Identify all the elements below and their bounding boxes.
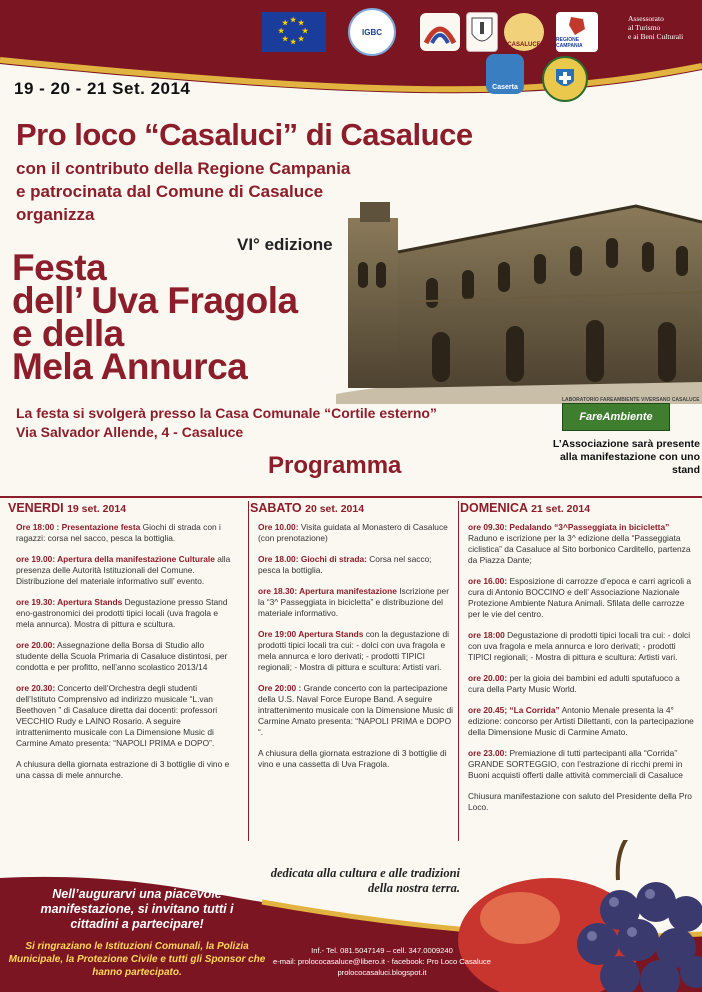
event-description: Raduno e iscrizione per la 3^ edizione della “Passeggiata ciclistica” da Casaluce al Sito borbonico Carditello, partenza da Piazza Dante; (468, 533, 691, 565)
event-item (16, 554, 238, 587)
igbc-logo-icon: IGBC (348, 8, 396, 56)
event-item (258, 586, 454, 619)
event-item (258, 683, 454, 738)
event-time: ore 19.00: Apertura della manifestazione Culturale (16, 554, 215, 564)
festa-line: dell’ Uva Fragola (12, 280, 298, 321)
event-description: Premiazione di tutti partecipanti alla “Corrida” GRANDE SORTEGGIO, con l’estrazione di ricchi premi in Buoni acquisti offerti dalle attività commerciali di Casaluce (468, 748, 683, 780)
event-item (258, 629, 454, 673)
event-item (16, 683, 238, 749)
column-divider (458, 501, 459, 841)
event-description: Assegnazione della Borsa di Studio allo studente della Scuola Primaria di Casaluce distintosi, per condotta e per profitto, nell’anno scolastico 2013/14 (16, 640, 228, 672)
email-info: e-mail: prolococasaluce@libero.it - facebook: Pro Loco Casaluce (273, 957, 491, 966)
caserta-logo-icon: Caserta (486, 54, 524, 94)
event-time: Ore 20:00 : (258, 683, 302, 693)
assessorato-line: al Turismo (628, 23, 661, 32)
event-time: ore 18:00 (468, 630, 505, 640)
contributo-line: con il contributo della Regione Campania (16, 159, 351, 178)
event-description: A chiusura della giornata estrazione di 3 bottiglie di vino e una cassetta di Uva Fragola. (258, 748, 447, 769)
event-description: Grande concerto con la partecipazione della U.S. Naval Force Europe Band. A seguire intrattenimento musicale con la Dimensione Music di Carmine Amato presenta: “NAPOLI PRIMA e DOPO “. (258, 683, 454, 737)
event-item (258, 748, 454, 770)
crest-logo-icon (542, 56, 588, 102)
assessorato-line: e ai Beni Culturali (628, 32, 684, 41)
programma-divider (0, 496, 702, 498)
event-time: ore 20.45; “La Corrida” (468, 705, 560, 715)
association-line: alla manifestazione con uno stand (559, 451, 700, 476)
event-description: con la degustazione di prodotti tipici locali tra cui: - dolci con uva fragola e mela annurca e loro derivati; - prodotti TIPICI regionali; - Mostra di pittura e scultura: Artisti vari. (258, 629, 450, 672)
assessorato-text (628, 14, 700, 41)
contacts (262, 945, 502, 978)
day-heading: DOMENICA 21 set. 2014 (460, 501, 591, 515)
event-time: ore 19.30: Apertura Stands (16, 597, 123, 607)
event-time: ore 20.00: (468, 673, 508, 683)
event-description: Visita guidata al Monastero di Casaluce (con prenotazione) (258, 522, 448, 543)
organizza-line: organizza (16, 205, 95, 224)
venue-line: La festa si svolgerà presso la Casa Comunale “Cortile esterno” (16, 405, 437, 421)
day-events (468, 522, 694, 813)
festa-line: Mela Annurca (12, 346, 248, 387)
casaluce-logo-icon: CASALUCE (504, 13, 544, 51)
shield-icon (470, 16, 494, 48)
event-description: Concerto dell’Orchestra degli studenti dell’Istituto Comprensivo ad indirizzo musicale “L.van Beethoven ” di Casaluce diretta dai docenti: professori VECCHIO Rudy e LAINO Rosario. A seguire intrattenimento musicale con La Dimensione Music di Carmine Amato presenta: “NAPOLI PRIMA e DOPO”. (16, 683, 218, 748)
column-divider (248, 501, 249, 841)
dedication-line: della nostra terra. (367, 881, 460, 895)
event-description: per la gioia dei bambini ed adulti sputafuoco a cura della Party Music World. (468, 673, 680, 694)
campania-shape-icon (567, 15, 587, 37)
event-time: Ore 18:00 : Presentazione festa (16, 522, 141, 532)
event-description: Chiusura manifestazione con saluto del Presidente della Pro Loco. (468, 791, 692, 812)
event-item (468, 673, 694, 695)
castle-image (336, 182, 702, 404)
event-item (16, 640, 238, 673)
event-time: ore 09.30: Pedalando “3^Passeggiata in bicicletta” (468, 522, 670, 532)
arch-icon (420, 13, 460, 51)
event-time: ore 20.00: (16, 640, 56, 650)
event-item (16, 522, 238, 544)
event-item (258, 522, 454, 544)
event-description: Antonio Menale presenta la 4° edizione: concorso per Artisti Dilettanti, con la partecipazione della Dimensione Music di Carmine Amato. (468, 705, 694, 737)
day-column-domenica (460, 501, 694, 823)
event-description: Degustazione presso Stand eno-gastronomici dei prodotti tipici locali (uva fragola e mela annurca). Mostra di pittura e scultura. (16, 597, 228, 629)
event-item (468, 705, 694, 738)
day-heading: VENERDI 19 set. 2014 (8, 501, 127, 515)
venue-info (16, 404, 437, 442)
event-time: ore 20.30: (16, 683, 56, 693)
laboratorio-label: LABORATORIO FAREAMBIENTE VIVERSANO CASALUCE (562, 397, 700, 403)
event-time: ore 23.00: (468, 748, 508, 758)
event-item (16, 759, 238, 781)
address-line: Via Salvador Allende, 4 - Casaluce (16, 424, 244, 440)
event-time: Ore 18.00: Giochi di strada: (258, 554, 367, 564)
cross-shield-icon (554, 67, 576, 91)
day-column-venerdi (8, 501, 238, 791)
pro-loco-title: Pro loco “Casaluci” di Casaluce (16, 117, 473, 152)
event-description: Corsa nel sacco; pesca la bottiglia. (258, 554, 432, 575)
event-description: Degustazione di prodotti tipici locali tra cui: - dolci con uva fragola e mela annurca e loro derivati; - prodotti TIPICI regionali; - Mostra di pittura e scultura: Artisti vari. (468, 630, 691, 662)
event-item (258, 554, 454, 576)
event-description: Giochi di strada con i ragazzi: corsa nel sacco, pesca la bottiglia. (16, 522, 221, 543)
dedication-line: dedicata alla cultura e alle tradizioni (270, 866, 460, 880)
augurio-text: Nell’augurarvi una piacevole manifestazione, si invitano tutti i cittadini a partecipare! (40, 887, 234, 931)
blog-link[interactable]: prolococasaluci.blogspot.it (337, 968, 427, 977)
day-events (16, 522, 238, 781)
event-item (468, 576, 694, 620)
association-line: L’Associazione sarà presente (552, 438, 700, 450)
sponsor-logos (262, 8, 598, 56)
event-dates: 19 - 20 - 21 Set. 2014 (14, 79, 191, 98)
assessorato-line: Assessorato (628, 14, 664, 23)
event-item (468, 522, 694, 566)
patrocinio-line: e patrocinata dal Comune di Casaluce (16, 182, 324, 201)
programma-heading: Programma (268, 452, 402, 479)
event-item (468, 630, 694, 663)
event-description: Esposizione di carrozze d’epoca e carri agricoli a cura di Antonio BOCCINO e dell’ Associazione Nazionale Protezione Ambiente Natura Animali. Sfilata delle carrozze per le vie del centro. (468, 576, 691, 619)
day-column-sabato (250, 501, 454, 780)
event-item (468, 791, 694, 813)
day-events (258, 522, 454, 770)
festa-line: Festa (12, 247, 107, 288)
event-description: Iscrizione per la “3^ Passeggiata in bicicletta” e distribuzione del materiale informativo. (258, 586, 449, 618)
logo-3-icon (420, 13, 460, 51)
event-time: ore 16.00: (468, 576, 508, 586)
event-time: Ore 10.00: (258, 522, 299, 532)
day-heading: SABATO 20 set. 2014 (250, 501, 365, 515)
phone-info: Inf.- Tel. 081.5047149 – cell. 347.0009240 (311, 946, 453, 955)
festa-title (12, 247, 298, 387)
eu-flag-icon: ★ ★ ★ ★ ★ ★ ★ ★ (262, 12, 326, 52)
event-description: A chiusura della giornata estrazione di 3 bottiglie di vino e una cassa di mele annurche. (16, 759, 230, 780)
edition-label: VI° edizione (237, 235, 333, 254)
event-time: Ore 19:00 Apertura Stands (258, 629, 364, 639)
comune-crest-icon (466, 12, 498, 52)
event-time: ore 18.30: Apertura manifestazione (258, 586, 397, 596)
regione-campania-logo-icon: REGIONE CAMPANIA (556, 12, 598, 52)
ringraziamenti-text: Si ringraziano le Istituzioni Comunali, la Polizia Municipale, la Protezione Civile e tutti gli Sponsor che hanno partecipato. (8, 941, 266, 978)
event-description: alla presenza delle Autorità Istituzionali del Comune. Distribuzione del materiale informativo sull’ evento. (16, 554, 231, 586)
festa-line: e della (12, 313, 124, 354)
event-item (16, 597, 238, 630)
fareambiente-logo: FareAmbiente (562, 403, 670, 431)
association-note (530, 438, 700, 477)
event-item (468, 748, 694, 781)
